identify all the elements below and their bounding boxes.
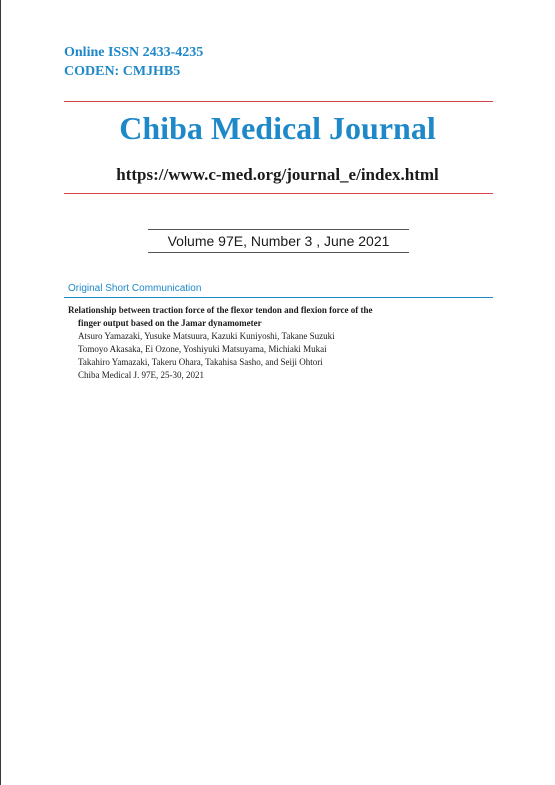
issue-banner bbox=[148, 229, 409, 253]
journal-identifiers bbox=[64, 43, 203, 81]
volume-line: Volume 97E, Number 3 , June 2021 bbox=[167, 233, 390, 249]
top-red-rule bbox=[64, 101, 493, 102]
article-title-line-1[interactable]: Relationship between traction force of the flexor tendon and flexion force of the bbox=[68, 305, 373, 315]
section-heading: Original Short Communication bbox=[68, 283, 202, 294]
article-entry[interactable] bbox=[68, 304, 488, 382]
section-blue-rule bbox=[64, 297, 493, 298]
article-authors-line-1: Atsuro Yamazaki, Yusuke Matsuura, Kazuki Kuniyoshi, Takane Suzuki bbox=[78, 331, 335, 341]
article-citation: Chiba Medical J. 97E, 25-30, 2021 bbox=[78, 370, 204, 380]
article-authors-line-3: Takahiro Yamazaki, Takeru Ohara, Takahisa Sasho, and Seiji Ohtori bbox=[78, 357, 323, 367]
journal-url[interactable]: https://www.c-med.org/journal_e/index.html bbox=[116, 165, 439, 184]
bottom-red-rule bbox=[64, 193, 493, 194]
issn-text: Online ISSN 2433-4235 bbox=[64, 45, 204, 60]
article-title-line-2[interactable]: finger output based on the Jamar dynamometer bbox=[78, 318, 262, 328]
journal-title: Chiba Medical Journal bbox=[119, 110, 436, 146]
article-authors-line-2: Tomoyo Akasaka, Ei Ozone, Yoshiyuki Matsuyama, Michiaki Mukai bbox=[78, 344, 327, 354]
coden-text: CODEN: CMJHB5 bbox=[64, 64, 181, 79]
